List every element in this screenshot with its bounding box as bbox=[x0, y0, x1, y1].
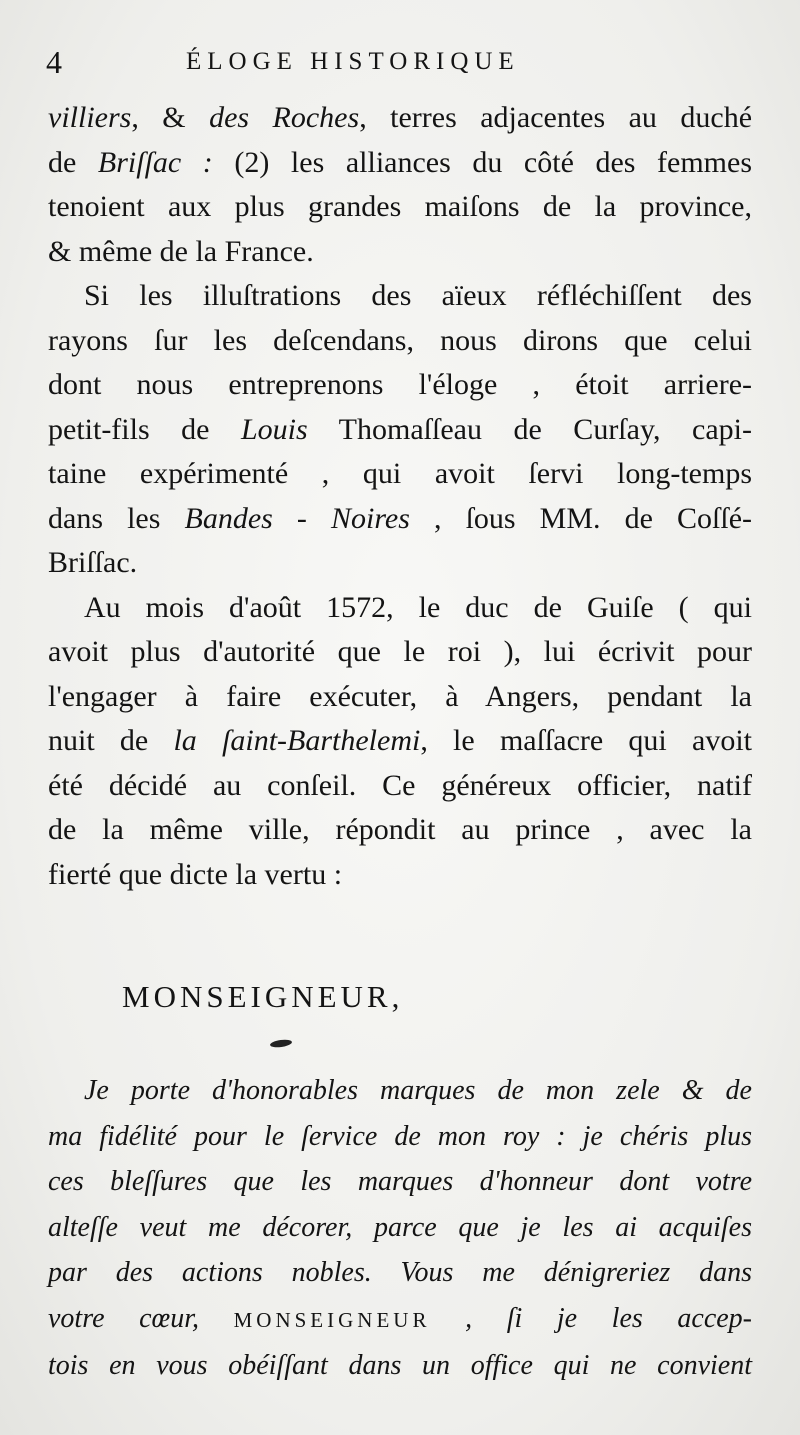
text-line: Briſſac. bbox=[48, 546, 138, 579]
page-number: 4 bbox=[46, 44, 62, 80]
letter-text bbox=[48, 1068, 752, 1389]
text-line: Au mois d'août 1572, le duc de Guiſe ( qui bbox=[84, 590, 752, 624]
text-line: tenoient aux plus grandes maiſons de la province, bbox=[48, 190, 752, 223]
text-line: été décidé au conſeil. Ce généreux officier, natif bbox=[48, 768, 752, 802]
paragraph-2 bbox=[48, 274, 752, 586]
letter-line: par des actions nobles. Vous me dénigreriez dans bbox=[48, 1257, 752, 1288]
letter-salutation: MONSEIGNEUR, bbox=[122, 979, 404, 1014]
text-line: de Briſſac : (2) les alliances du côté des femmes bbox=[48, 145, 753, 179]
paragraph-1 bbox=[48, 96, 752, 274]
body-text bbox=[48, 96, 752, 897]
text-line: petit-fils de Louis Thomaſſeau de Curſay, capi- bbox=[48, 412, 752, 446]
letter-line: ma fidélité pour le ſervice de mon roy : je chéris plus bbox=[48, 1120, 752, 1152]
text-line: dont nous entreprenons l'éloge , étoit arriere- bbox=[48, 368, 752, 401]
text-line: nuit de la ſaint-Barthelemi, le maſſacre qui avoit bbox=[48, 724, 752, 757]
letter-line: ces bleſſures que les marques d'honneur dont votre bbox=[48, 1166, 752, 1197]
running-head: ÉLOGE HISTORIQUE bbox=[186, 48, 520, 75]
paragraph-3 bbox=[48, 586, 752, 898]
text-line: & même de la France. bbox=[48, 234, 314, 268]
letter-line: alteſſe veut me décorer, parce que je les ai acquiſes bbox=[48, 1211, 752, 1243]
text-line: rayons ſur les deſcendans, nous dirons que celui bbox=[48, 323, 752, 357]
text-line: dans les Bandes - Noires , ſous MM. de Coſſé- bbox=[48, 501, 752, 535]
letter-line: Je porte d'honorables marques de mon zele & de bbox=[84, 1075, 752, 1106]
page-header bbox=[46, 42, 746, 82]
ornament-dash bbox=[270, 1039, 293, 1049]
text-line: l'engager à faire exécuter, à Angers, pendant la bbox=[48, 679, 752, 713]
letter-line: tois en vous obéiſſant dans un office qui ne convient bbox=[48, 1350, 752, 1381]
text-line: avoit plus d'autorité que le roi ), lui écrivit pour bbox=[48, 635, 752, 668]
letter-line: votre cœur, MONSEIGNEUR , ſi je les accep- bbox=[48, 1302, 753, 1334]
text-line: Si les illuſtrations des aïeux réfléchiſſent des bbox=[84, 279, 752, 312]
text-line: taine expérimenté , qui avoit ſervi long-temps bbox=[48, 457, 752, 490]
text-line: villiers, & des Roches, terres adjacentes au duché bbox=[48, 101, 753, 134]
text-line: fierté que dicte la vertu : bbox=[48, 857, 343, 891]
text-line: de la même ville, répondit au prince , avec la bbox=[48, 813, 752, 846]
